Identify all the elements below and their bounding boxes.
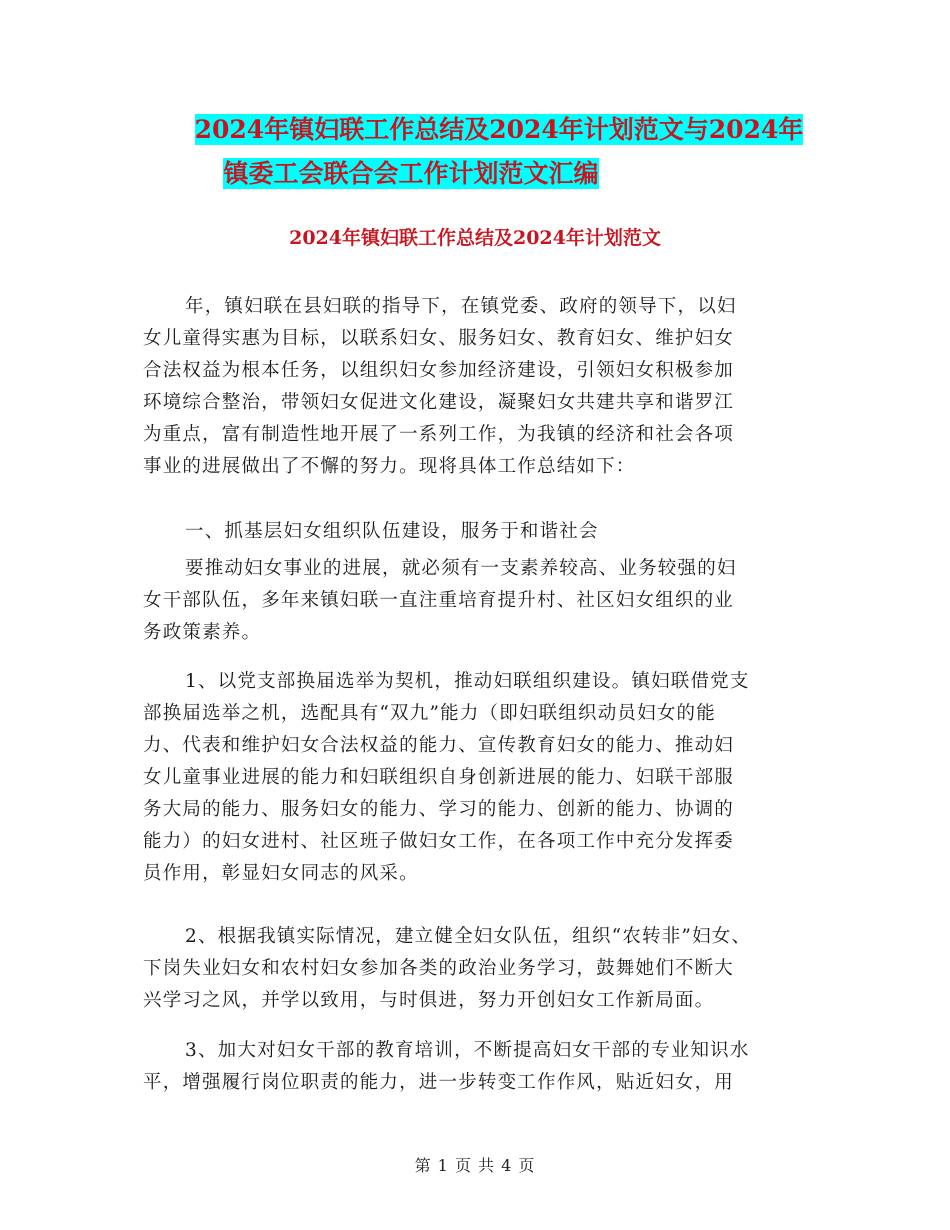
paragraph-item-2: [143, 921, 813, 1017]
paragraph-item-3: [143, 1035, 813, 1099]
text-line: 力、代表和维护妇女合法权益的能力、宣传教育妇女的能力、推动妇: [143, 735, 735, 756]
title-text-1: 2024年镇妇联工作总结及2024年计划范文与2024年: [194, 115, 804, 144]
text-line: 年，镇妇联在县妇联的指导下，在镇党委、政府的领导下，以妇: [185, 296, 737, 317]
heading-section-1: [143, 516, 813, 548]
document-title-line-2: [0, 156, 886, 192]
title-text-2: 镇委工会联合会工作计划范文汇编: [223, 159, 599, 188]
text-line: 务政策素养。: [143, 622, 262, 643]
text-line: 平，增强履行岗位职责的能力，进一步转变工作作风，贴近妇女，用: [143, 1072, 735, 1093]
page-footer: 第 1 页 共 4 页: [414, 1156, 536, 1175]
paragraph-team: [143, 553, 813, 649]
text-line: 员作用，彰显妇女同志的风采。: [143, 863, 419, 884]
text-line: 合法权益为根本任务，以组织妇女参加经济建设，引领妇女积极参加: [143, 360, 735, 381]
text-line: 部换届选举之机，选配具有“双九”能力（即妇联组织动员妇女的能: [143, 703, 716, 724]
text-line: 3、加大对妇女干部的教育培训，不断提高妇女干部的专业知识水: [185, 1040, 750, 1061]
text-line: 环境综合整治，带领妇女促进文化建设，凝聚妇女共建共享和谐罗江: [143, 392, 735, 413]
text-line: 下岗失业妇女和农村妇女参加各类的政治业务学习，鼓舞她们不断大: [143, 958, 735, 979]
text-line: 2、根据我镇实际情况，建立健全妇女队伍，组织“农转非”妇女、: [185, 926, 752, 947]
paragraph-intro: [143, 291, 813, 483]
text-line: 女干部队伍，多年来镇妇联一直注重培育提升村、社区妇女组织的业: [143, 590, 735, 611]
text-line: 要推动妇女事业的进展，就必须有一支素养较高、业务较强的妇: [185, 558, 737, 579]
text-line: 女儿童事业进展的能力和妇联组织自身创新进展的能力、妇联干部服: [143, 767, 735, 788]
text-line: 兴学习之风，并学以致用，与时俱进，努力开创妇女工作新局面。: [143, 990, 715, 1011]
text-line: 为重点，富有制造性地开展了一系列工作，为我镇的经济和社会各项: [143, 424, 735, 445]
paragraph-item-1: [143, 666, 813, 890]
text-line: 女儿童得实惠为目标，以联系妇女、服务妇女、教育妇女、维护妇女: [143, 328, 735, 349]
text-line: 务大局的能力、服务妇女的能力、学习的能力、创新的能力、协调的: [143, 799, 735, 820]
document-title-line-1: [24, 112, 950, 148]
text-line: 一、抓基层妇女组织队伍建设，服务于和谐社会: [185, 521, 599, 542]
section-title: 2024年镇妇联工作总结及2024年计划范文: [289, 227, 661, 249]
text-line: 能力）的妇女进村、社区班子做妇女工作，在各项工作中充分发挥委: [143, 831, 735, 852]
text-line: 1、以党支部换届选举为契机，推动妇联组织建设。镇妇联借党支: [185, 671, 750, 692]
text-line: 事业的进展做出了不懈的努力。现将具体工作总结如下：: [143, 456, 636, 477]
